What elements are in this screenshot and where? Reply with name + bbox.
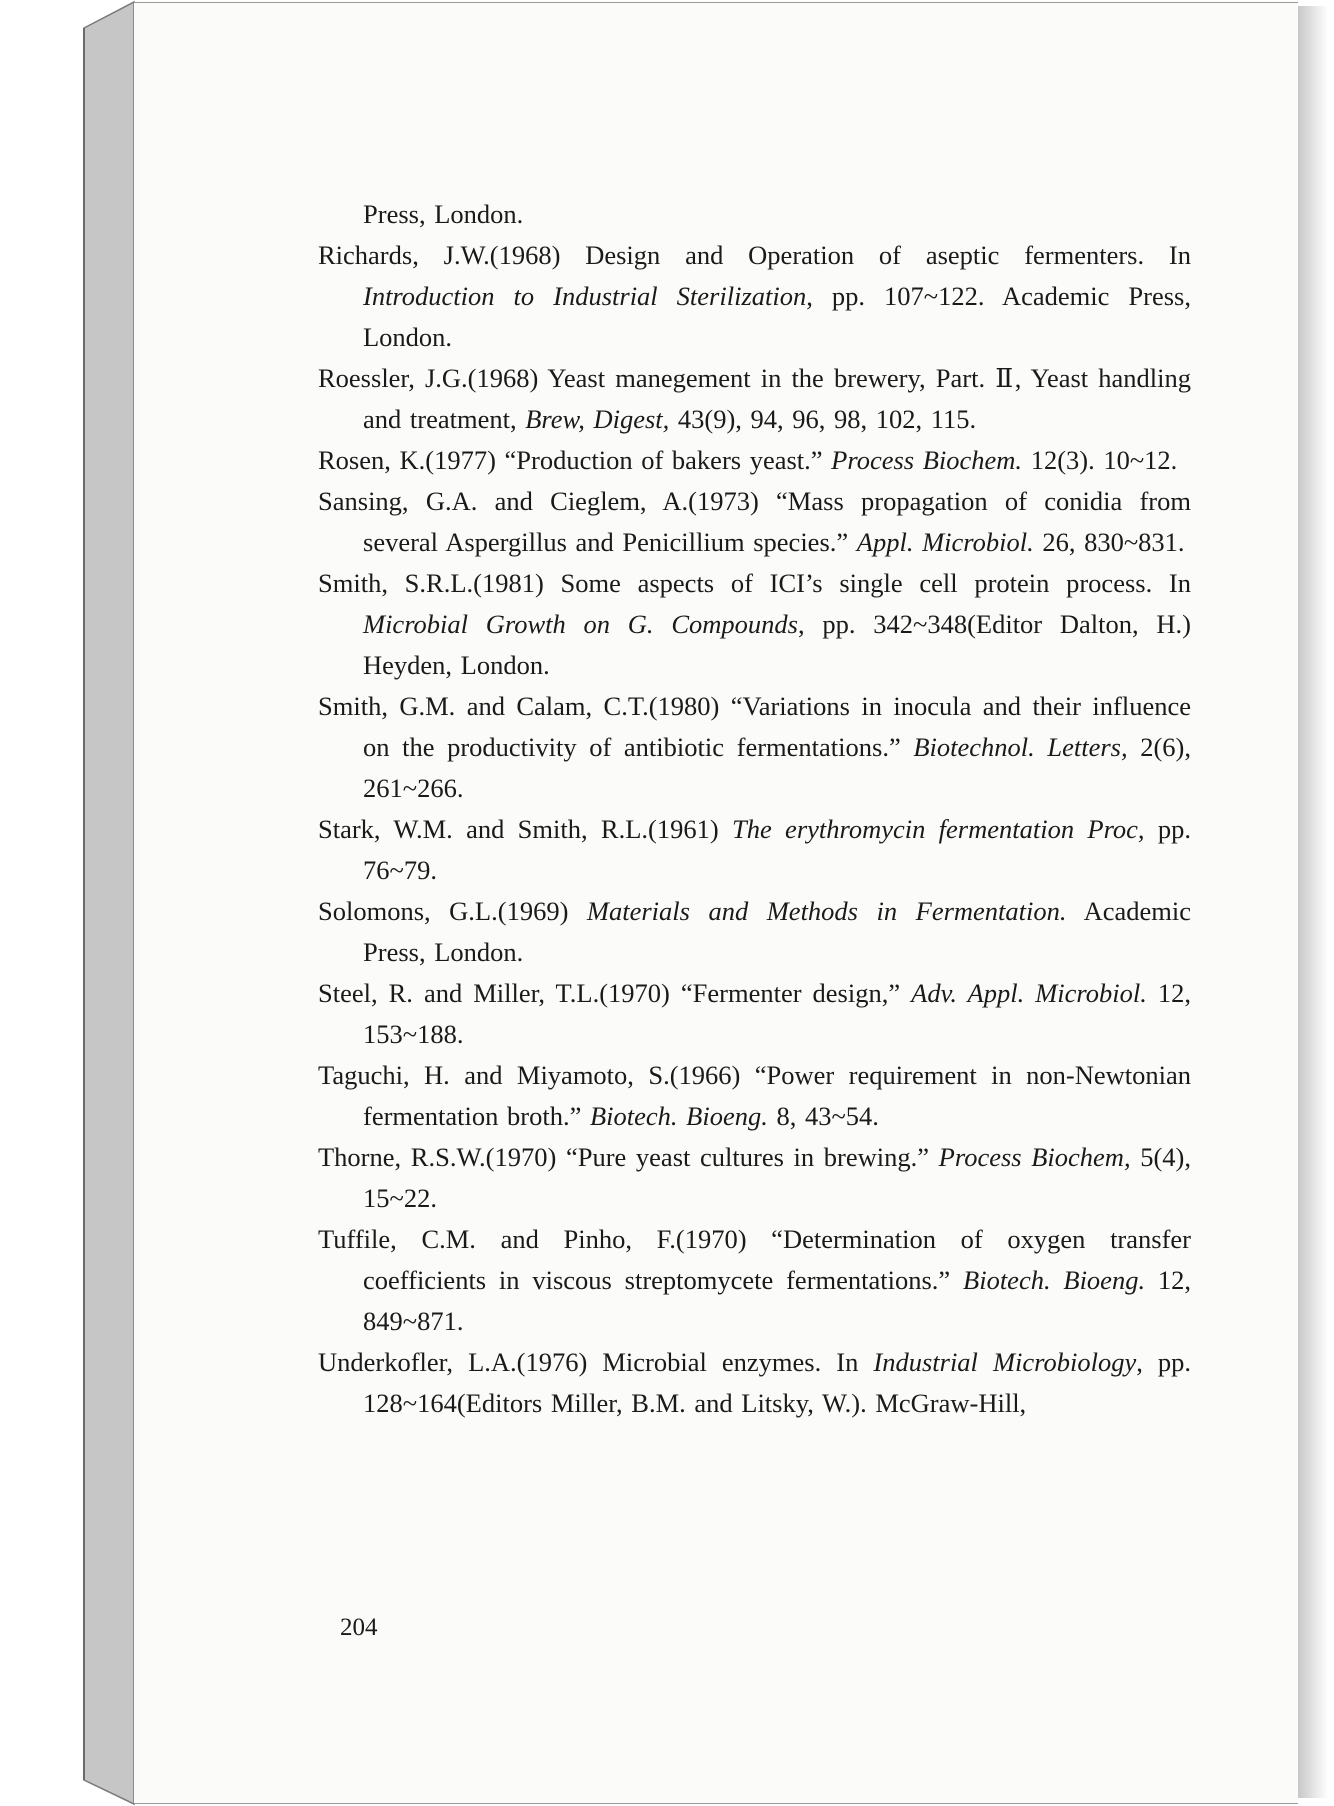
- reference-entry: [318, 891, 1191, 973]
- page-shadow: [1298, 6, 1328, 1798]
- reference-title-italic: Appl. Microbiol.: [856, 527, 1034, 557]
- reference-text: Tuffile, C.M. and Pinho, F.(1970) “Determination of oxygen transfer coefficients in viscous streptomycete fermentations.”: [318, 1224, 1191, 1295]
- reference-entry: [318, 358, 1191, 440]
- reference-entry: [318, 1342, 1191, 1424]
- reference-entry: [318, 235, 1191, 358]
- reference-text: Smith, S.R.L.(1981) Some aspects of ICI’s single cell protein process. In: [318, 568, 1191, 598]
- reference-title-italic: Introduction to Industrial Sterilization: [363, 281, 807, 311]
- reference-text: Thorne, R.S.W.(1970) “Pure yeast cultures in brewing.”: [318, 1142, 939, 1172]
- reference-text: Academic Press, London.: [363, 896, 1191, 967]
- reference-text: Steel, R. and Miller, T.L.(1970) “Fermenter design,”: [318, 978, 912, 1008]
- reference-title-italic: Industrial Microbiology: [873, 1347, 1137, 1377]
- reference-title-italic: Brew, Digest,: [525, 404, 670, 434]
- reference-entry: [318, 809, 1191, 891]
- reference-text: Rosen, K.(1977) “Production of bakers yeast.”: [318, 445, 832, 475]
- reference-entry: [318, 481, 1191, 563]
- reference-entry: [318, 1137, 1191, 1219]
- reference-title-italic: Process Biochem.: [831, 445, 1023, 475]
- reference-title-italic: Biotechnol. Letters,: [913, 732, 1128, 762]
- reference-text: Stark, W.M. and Smith, R.L.(1961): [318, 814, 732, 844]
- reference-text: 8, 43~54.: [767, 1101, 879, 1131]
- reference-text: , pp. 342~348(Editor Dalton, H.) Heyden, London.: [363, 609, 1191, 680]
- reference-text: Taguchi, H. and Miyamoto, S.(1966) “Power requirement in non-Newtonian fermentation broth.”: [318, 1060, 1191, 1131]
- reference-entry: [318, 973, 1191, 1055]
- reference-entry: [318, 686, 1191, 809]
- reference-text: 12, 849~871.: [363, 1265, 1192, 1336]
- reference-text: Richards, J.W.(1968) Design and Operation of aseptic fermenters. In: [318, 240, 1191, 270]
- reference-title-italic: Biotech. Bioeng.: [963, 1265, 1146, 1295]
- reference-text: Smith, G.M. and Calam, C.T.(1980) “Variations in inocula and their influence on the productivity of antibiotic fermentations.”: [318, 691, 1191, 762]
- reference-list: [318, 194, 1191, 1424]
- reference-title-italic: Adv. Appl. Microbiol.: [911, 978, 1147, 1008]
- reference-text: Underkofler, L.A.(1976) Microbial enzymes. In: [318, 1347, 874, 1377]
- reference-text: Solomons, G.L.(1969): [318, 896, 587, 926]
- reference-title-italic: Biotech. Bioeng.: [589, 1101, 768, 1131]
- reference-title-italic: Microbial Growth on G. Compounds: [363, 609, 798, 639]
- reference-title-italic: Process Biochem,: [938, 1142, 1131, 1172]
- reference-text: pp. 76~79.: [363, 814, 1191, 885]
- reference-entry: [318, 1055, 1191, 1137]
- reference-text: Roessler, J.G.(1968) Yeast manegement in the brewery, Part. Ⅱ, Yeast handling and treatment,: [318, 363, 1191, 434]
- reference-text: 26, 830~831.: [1033, 527, 1185, 557]
- reference-title-italic: Materials and Methods in Fermentation.: [586, 896, 1067, 926]
- reference-entry: [318, 1219, 1191, 1342]
- reference-text: , pp. 128~164(Editors Miller, B.M. and Litsky, W.). McGraw-Hill,: [363, 1347, 1192, 1418]
- reference-entry: [318, 194, 1191, 235]
- reference-entry: [318, 440, 1191, 481]
- page-number: 204: [340, 1614, 378, 1641]
- reference-text: 12, 153~188.: [363, 978, 1191, 1049]
- reference-text: 12(3). 10~12.: [1022, 445, 1178, 475]
- reference-title-italic: The erythromycin fermentation Proc,: [732, 814, 1145, 844]
- reference-entry: [318, 563, 1191, 686]
- reference-text: 2(6), 261~266.: [363, 732, 1191, 803]
- reference-text: 5(4), 15~22.: [363, 1142, 1191, 1213]
- reference-text: Press, London.: [363, 199, 524, 229]
- reference-text: 43(9), 94, 96, 98, 102, 115.: [669, 404, 977, 434]
- reference-text: , pp. 107~122. Academic Press, London.: [363, 281, 1191, 352]
- reference-text: Sansing, G.A. and Cieglem, A.(1973) “Mass propagation of conidia from several Aspergillus and Penicillium species.”: [318, 486, 1191, 557]
